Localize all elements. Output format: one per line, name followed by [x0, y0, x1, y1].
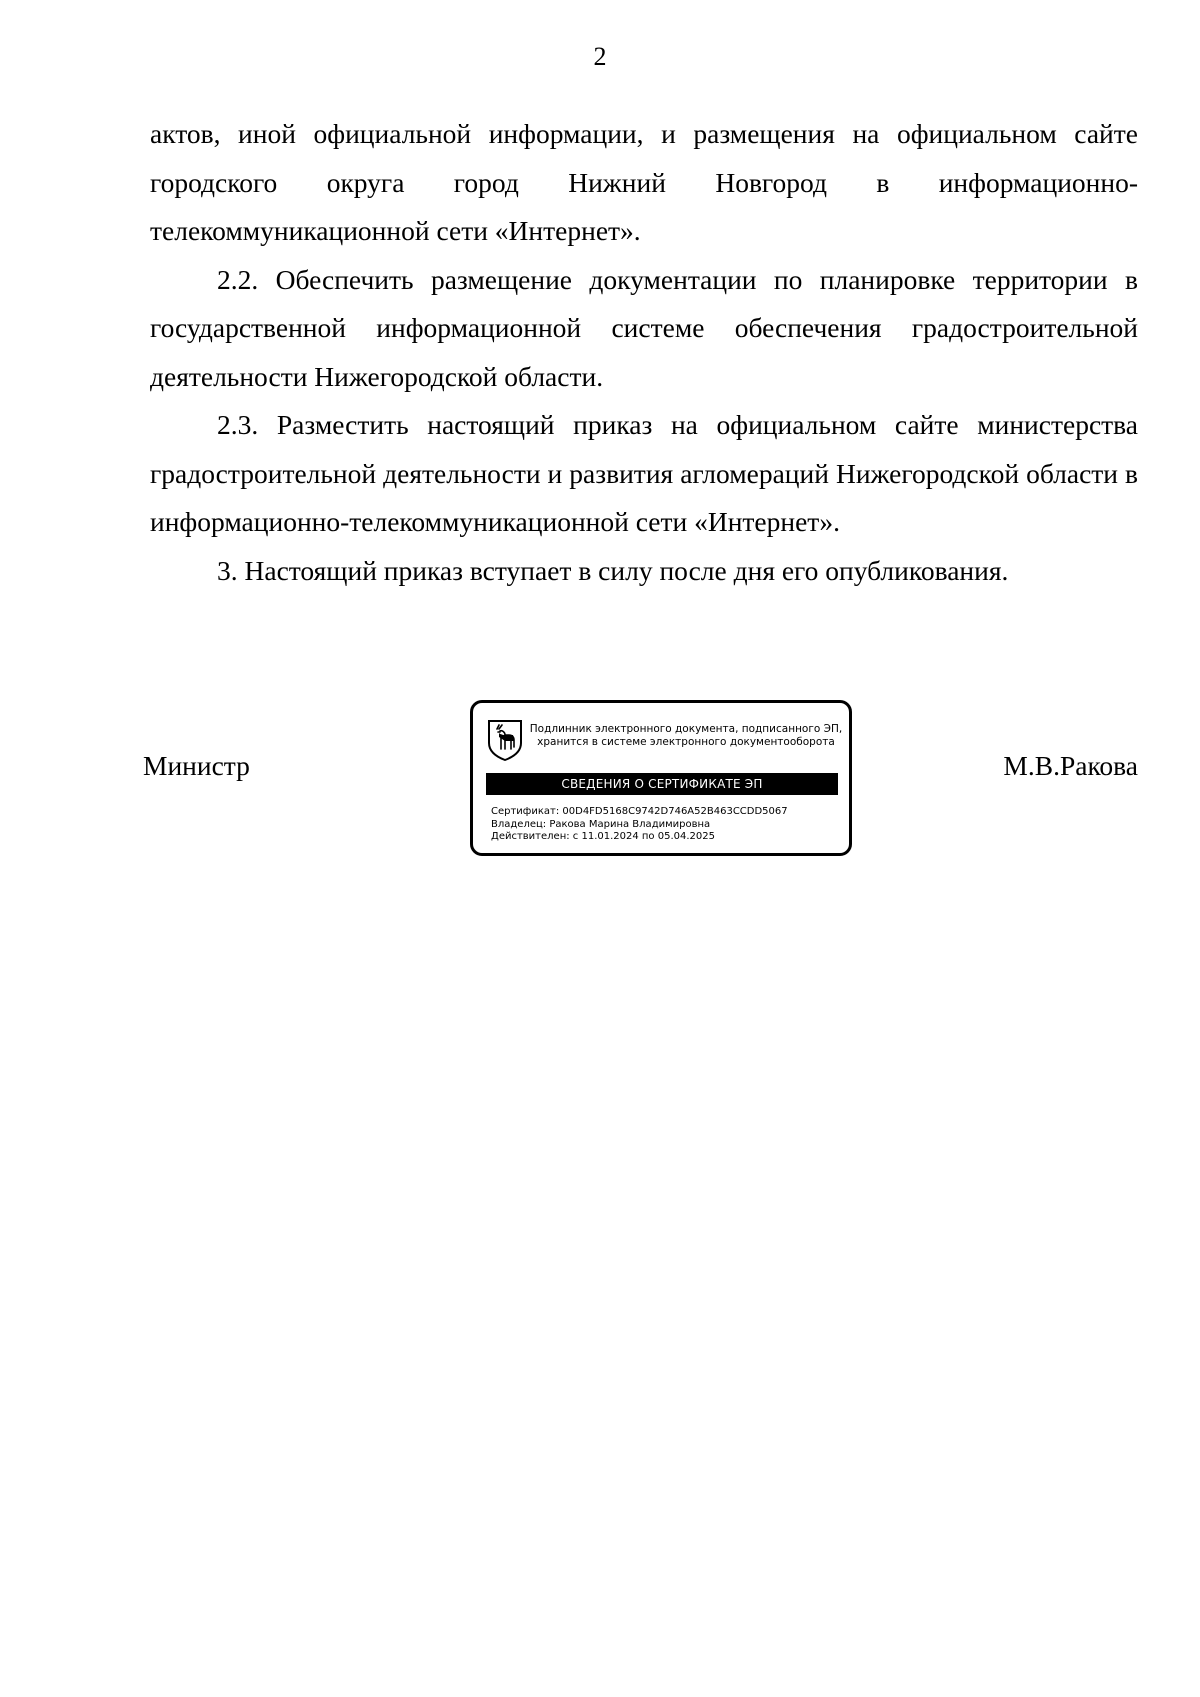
paragraph-2-3: 2.3. Разместить настоящий приказ на официальном сайте министерства градостроительной деятельности и развития агломераций Нижегородской области в информационно-телекоммуникационной сети «Интернет». [150, 409, 1138, 537]
signer-position: Министр [143, 750, 250, 781]
paragraph-2-2: 2.2. Обеспечить размещение документации по планировке территории в государственной информационной системе обеспечения градостроительной деятельности Нижегородской области. [150, 263, 1138, 392]
stamp-header-line-1: Подлинник электронного документа, подписанного ЭП, [529, 723, 843, 735]
stamp-header [525, 723, 847, 749]
stamp-header-line-2: хранится в системе электронного документооборота [537, 736, 835, 748]
certificate-validity: Действителен: с 11.01.2024 по 05.04.2025 [491, 831, 715, 842]
page-number: 2 [593, 42, 607, 71]
electronic-signature-stamp [470, 700, 852, 856]
document-body [150, 110, 1138, 595]
certificate-owner: Владелец: Ракова Марина Владимировна [491, 818, 711, 830]
paragraph-3: 3. Настоящий приказ вступает в силу после дня его опубликования. [217, 554, 1009, 586]
certificate-details [491, 806, 841, 844]
signer-name: М.В.Ракова [1003, 750, 1138, 781]
certificate-info-title: СВЕДЕНИЯ О СЕРТИФИКАТЕ ЭП [486, 773, 838, 795]
paragraph-continuation: актов, иной официальной информации, и размещения на официальном сайте городского округа город Нижний Новгород в информационно-телекоммуникационной сети «Интернет». [150, 118, 1138, 246]
coat-of-arms-icon [487, 719, 523, 761]
certificate-serial: Сертификат: 00D4FD5168C9742D746A52B463CCDD5067 [491, 806, 788, 817]
